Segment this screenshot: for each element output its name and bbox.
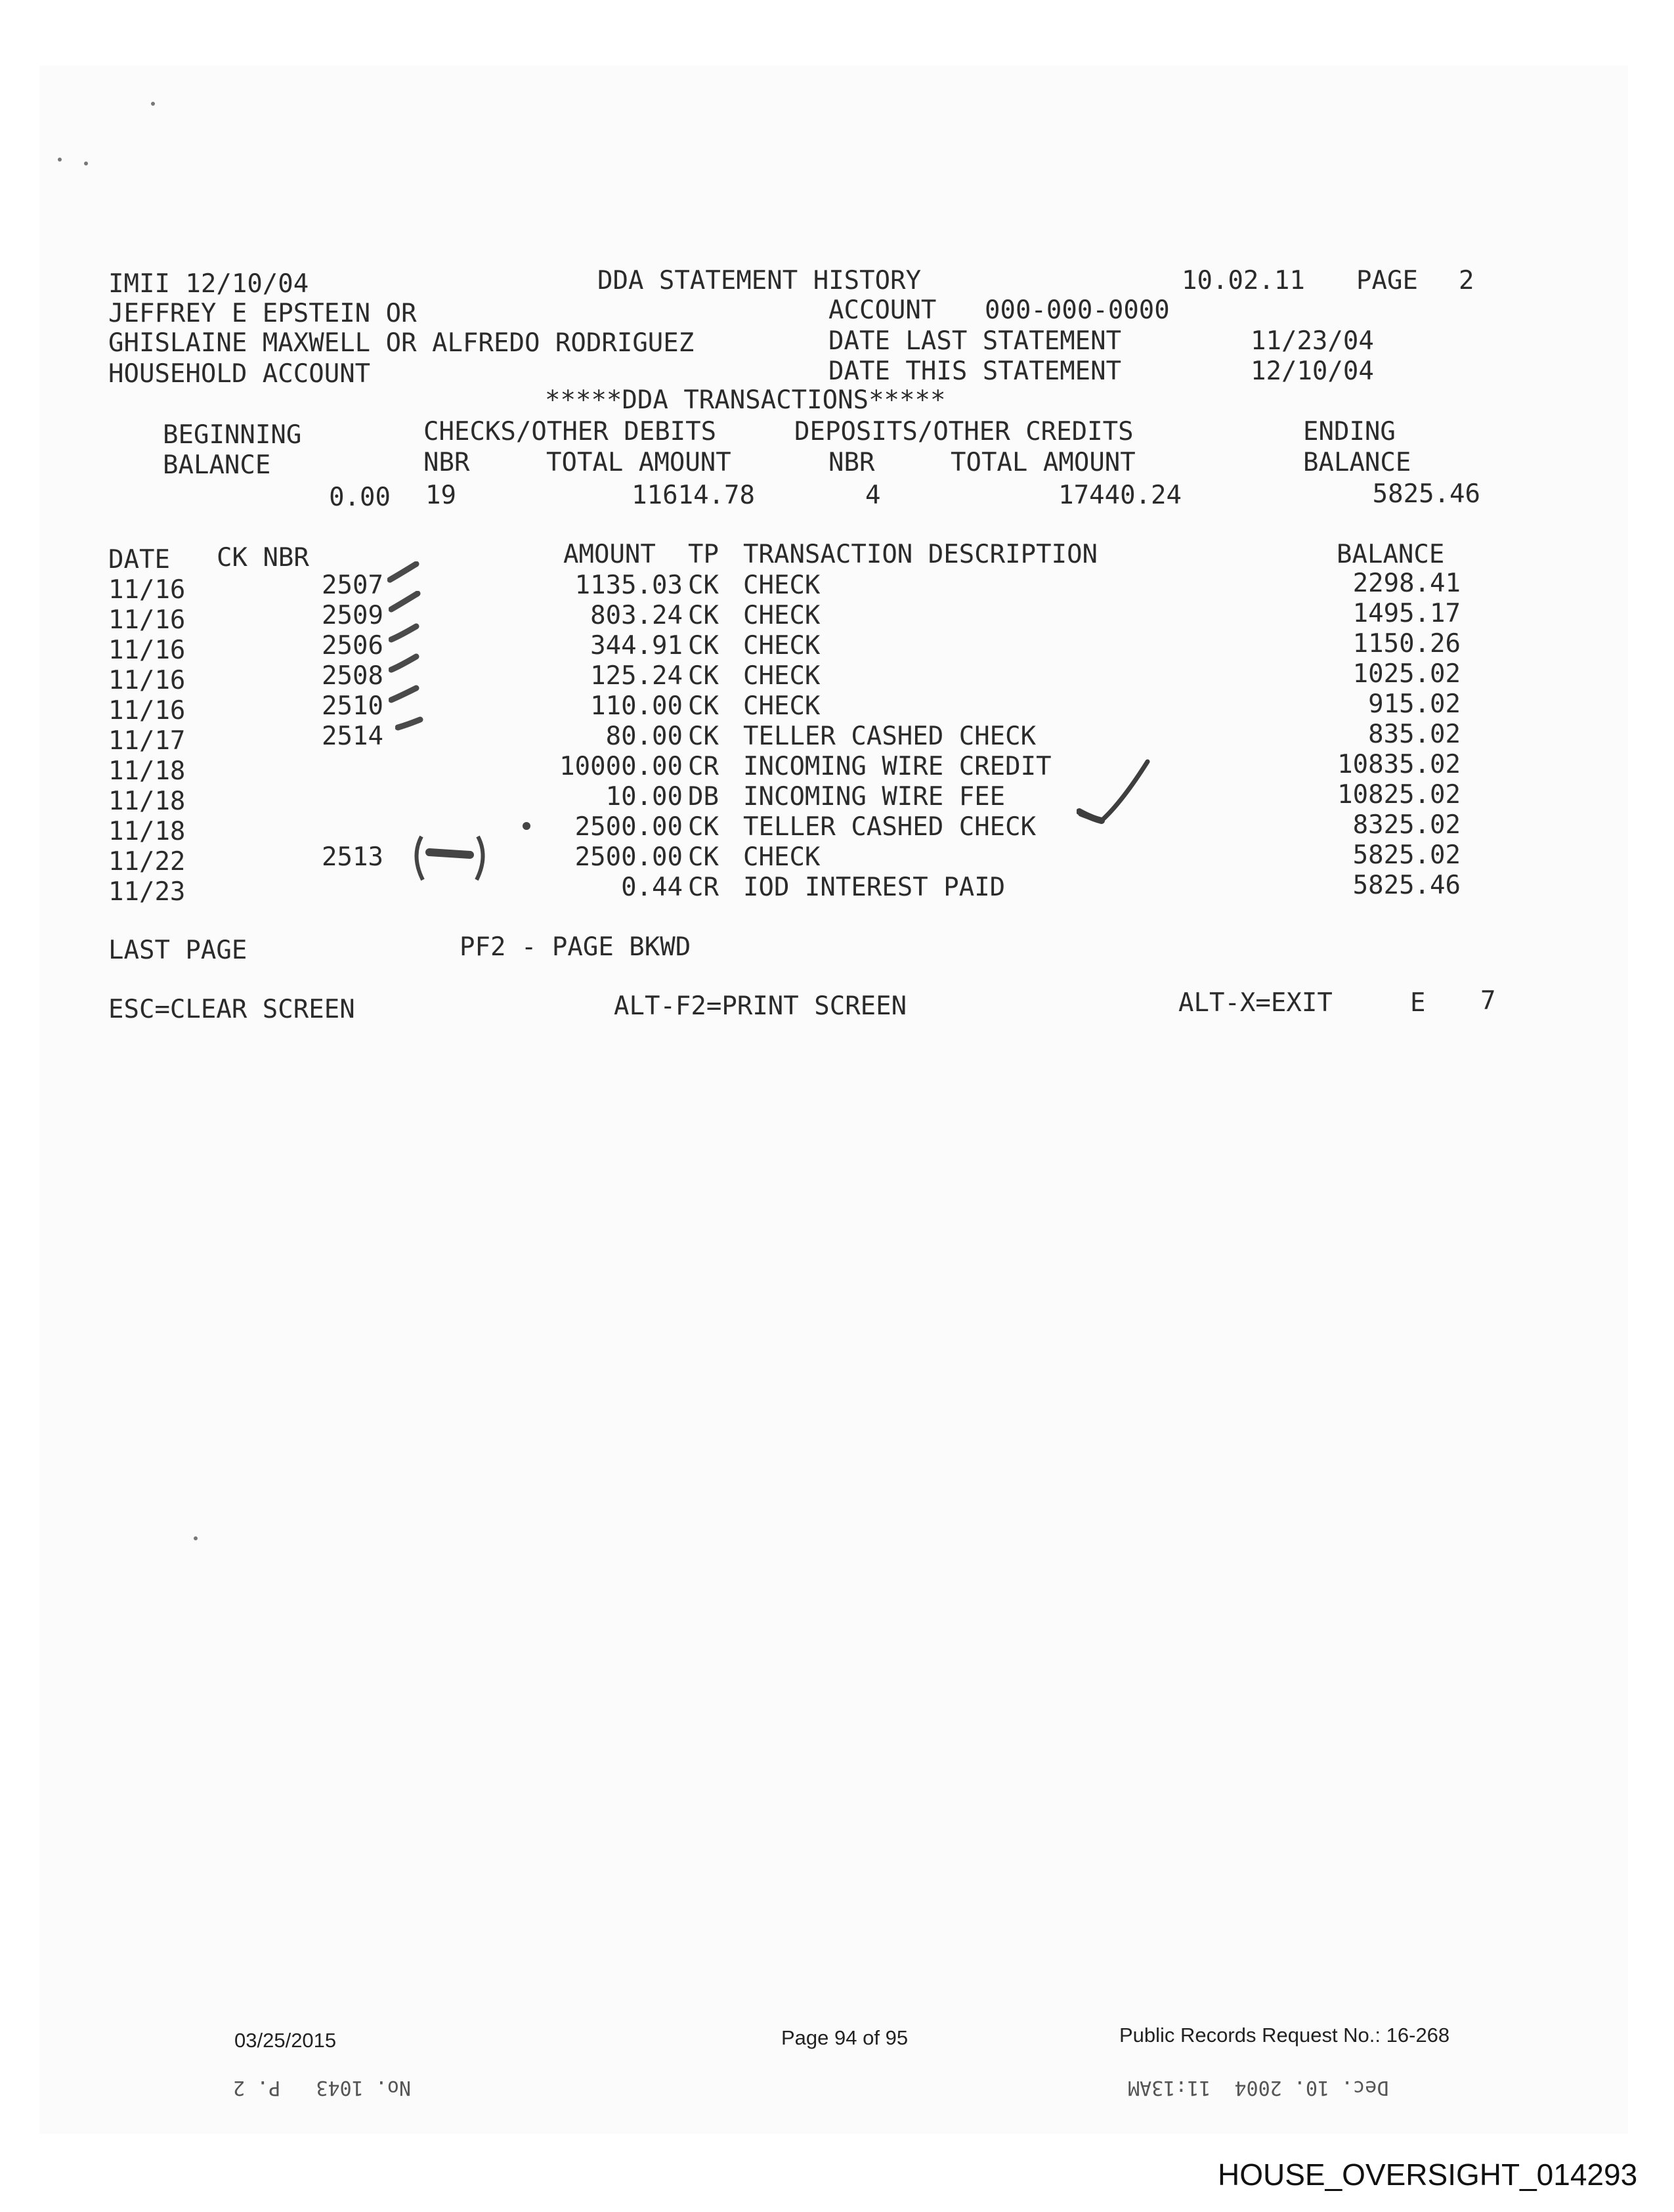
row-date: 11/22 xyxy=(108,847,186,877)
row-tp: CR xyxy=(688,873,719,902)
row-description: CHECK xyxy=(743,691,821,721)
account-holder-line-3: HOUSEHOLD ACCOUNT xyxy=(108,359,371,389)
row-balance: 915.02 xyxy=(1368,689,1461,719)
scan-speck xyxy=(84,162,88,165)
account-holder-line-2: GHISLAINE MAXWELL OR ALFREDO RODRIGUEZ xyxy=(108,328,695,358)
row-tp: CK xyxy=(688,571,719,600)
row-date: 11/16 xyxy=(108,575,186,605)
col-ck-nbr: CK NBR xyxy=(217,543,309,573)
row-amount: 803.24 xyxy=(590,601,683,630)
row-amount: 1135.03 xyxy=(574,571,683,600)
pen-tick-mark-icon xyxy=(389,683,421,706)
row-amount: 2500.00 xyxy=(574,842,683,872)
row-amount: 344.91 xyxy=(590,631,683,661)
section-title: *****DDA TRANSACTIONS***** xyxy=(545,385,946,415)
this-statement-date: 12/10/04 xyxy=(1251,357,1374,386)
scan-speck xyxy=(194,1536,198,1540)
last-page-label: LAST PAGE xyxy=(108,936,247,965)
row-ck-nbr: 2507 xyxy=(322,571,383,600)
row-tp: CR xyxy=(688,752,719,781)
footer-request-number: Public Records Request No.: 16-268 xyxy=(1119,2024,1450,2047)
account-number: 000-000-0000 xyxy=(985,295,1170,325)
report-title: DDA STATEMENT HISTORY xyxy=(597,266,922,295)
pen-tick-mark-icon xyxy=(389,591,421,615)
row-description: CHECK xyxy=(743,661,821,691)
row-tp: CK xyxy=(688,691,719,721)
beginning-balance-label: BALANCE xyxy=(163,450,271,480)
row-tp: CK xyxy=(688,722,719,751)
bates-number: HOUSE_OVERSIGHT_014293 xyxy=(1218,2158,1638,2192)
row-ck-nbr: 2506 xyxy=(322,631,383,661)
row-description: CHECK xyxy=(743,571,821,600)
footer-page-number: Page 94 of 95 xyxy=(781,2026,909,2049)
col-tp: TP xyxy=(688,540,719,569)
row-tp: CK xyxy=(688,661,719,691)
row-tp: CK xyxy=(688,601,719,630)
pf2-page-back: PF2 - PAGE BKWD xyxy=(460,932,691,962)
row-ck-nbr: 2509 xyxy=(322,601,383,630)
row-amount: 80.00 xyxy=(605,722,683,751)
col-description: TRANSACTION DESCRIPTION xyxy=(743,540,1098,569)
row-description: CHECK xyxy=(743,631,821,661)
account-holder-line-1: JEFFREY E EPSTEIN OR xyxy=(108,299,417,328)
row-description: CHECK xyxy=(743,601,821,630)
credits-label: DEPOSITS/OTHER CREDITS xyxy=(794,417,1134,446)
credits-total-label: TOTAL AMOUNT xyxy=(951,448,1136,477)
row-tp: CK xyxy=(688,631,719,661)
debits-total: 11614.78 xyxy=(632,481,755,510)
row-description: TELLER CASHED CHECK xyxy=(743,722,1037,751)
debits-count: 19 xyxy=(425,481,456,510)
row-date: 11/16 xyxy=(108,696,186,726)
col-balance: BALANCE xyxy=(1337,540,1445,569)
row-tp: DB xyxy=(688,782,719,812)
status-code-e: E xyxy=(1410,988,1426,1018)
row-ck-nbr: 2514 xyxy=(322,722,383,751)
alt-x-exit: ALT-X=EXIT xyxy=(1178,988,1333,1018)
row-amount: 10.00 xyxy=(605,782,683,812)
row-balance: 10835.02 xyxy=(1337,750,1461,779)
status-code-7: 7 xyxy=(1480,986,1496,1016)
credits-total: 17440.24 xyxy=(1058,481,1182,510)
esc-clear-screen: ESC=CLEAR SCREEN xyxy=(108,995,355,1024)
row-balance: 5825.02 xyxy=(1352,840,1461,870)
row-amount: 10000.00 xyxy=(559,752,683,781)
page-label: PAGE xyxy=(1356,266,1418,295)
footer-date: 03/25/2015 xyxy=(234,2029,337,2052)
row-description: CHECK xyxy=(743,842,821,872)
debits-label: CHECKS/OTHER DEBITS xyxy=(423,417,717,446)
bullet-dot xyxy=(523,822,530,830)
row-ck-nbr: 2510 xyxy=(322,691,383,721)
row-date: 11/18 xyxy=(108,787,186,816)
row-balance: 1025.02 xyxy=(1352,659,1461,689)
ending-label: ENDING xyxy=(1303,417,1396,446)
col-amount: AMOUNT xyxy=(563,540,656,569)
terminal-id: IMII 12/10/04 xyxy=(108,269,309,299)
last-statement-label: DATE LAST STATEMENT xyxy=(828,326,1122,356)
beginning-balance-value: 0.00 xyxy=(329,483,391,512)
row-amount: 110.00 xyxy=(590,691,683,721)
row-tp: CK xyxy=(688,812,719,842)
row-date: 11/16 xyxy=(108,666,186,695)
row-tp: CK xyxy=(688,842,719,872)
row-balance: 1495.17 xyxy=(1352,599,1461,628)
credits-nbr-label: NBR xyxy=(828,448,875,477)
page-number: 2 xyxy=(1459,266,1474,295)
row-balance: 8325.02 xyxy=(1352,810,1461,840)
row-balance: 5825.46 xyxy=(1352,871,1461,900)
alt-f2-print-screen: ALT-F2=PRINT SCREEN xyxy=(614,991,907,1021)
row-description: IOD INTEREST PAID xyxy=(743,873,1006,902)
row-description: INCOMING WIRE CREDIT xyxy=(743,752,1052,781)
row-date: 11/18 xyxy=(108,817,186,846)
row-balance: 1150.26 xyxy=(1352,629,1461,659)
ending-balance-label: BALANCE xyxy=(1303,448,1411,477)
scan-speck xyxy=(58,158,62,162)
debits-total-label: TOTAL AMOUNT xyxy=(546,448,731,477)
row-balance: 10825.02 xyxy=(1337,780,1461,810)
report-time: 10.02.11 xyxy=(1182,266,1305,295)
pen-tick-mark-icon xyxy=(387,561,420,585)
last-statement-date: 11/23/04 xyxy=(1251,326,1374,356)
scan-speck xyxy=(151,102,155,106)
row-balance: 2298.41 xyxy=(1352,569,1461,598)
pen-tick-mark-icon xyxy=(395,714,424,734)
bracket-dash-mark-icon xyxy=(407,833,492,885)
row-description: INCOMING WIRE FEE xyxy=(743,782,1006,812)
pen-tick-mark-icon xyxy=(389,653,421,676)
this-statement-label: DATE THIS STATEMENT xyxy=(828,357,1122,386)
beginning-label: BEGINNING xyxy=(163,420,302,450)
account-label: ACCOUNT xyxy=(828,295,937,325)
row-date: 11/23 xyxy=(108,877,186,907)
row-balance: 835.02 xyxy=(1368,720,1461,749)
fax-header-right: Dec. 10. 2004 11:13AM xyxy=(1128,2076,1389,2099)
ending-balance: 5825.46 xyxy=(1372,479,1480,509)
fax-header-left: No. 1043 P. 2 xyxy=(233,2076,411,2099)
row-ck-nbr: 2513 xyxy=(322,842,383,872)
row-amount: 2500.00 xyxy=(574,812,683,842)
row-date: 11/16 xyxy=(108,605,186,635)
col-date: DATE xyxy=(108,545,170,575)
debits-nbr-label: NBR xyxy=(423,448,470,477)
row-ck-nbr: 2508 xyxy=(322,661,383,691)
row-date: 11/17 xyxy=(108,726,186,756)
credits-count: 4 xyxy=(865,481,881,510)
row-amount: 125.24 xyxy=(590,661,683,691)
row-date: 11/16 xyxy=(108,636,186,665)
row-amount: 0.44 xyxy=(621,873,683,902)
row-date: 11/18 xyxy=(108,756,186,786)
pen-tick-mark-icon xyxy=(389,622,421,646)
checkmark-icon xyxy=(1077,755,1155,827)
row-description: TELLER CASHED CHECK xyxy=(743,812,1037,842)
